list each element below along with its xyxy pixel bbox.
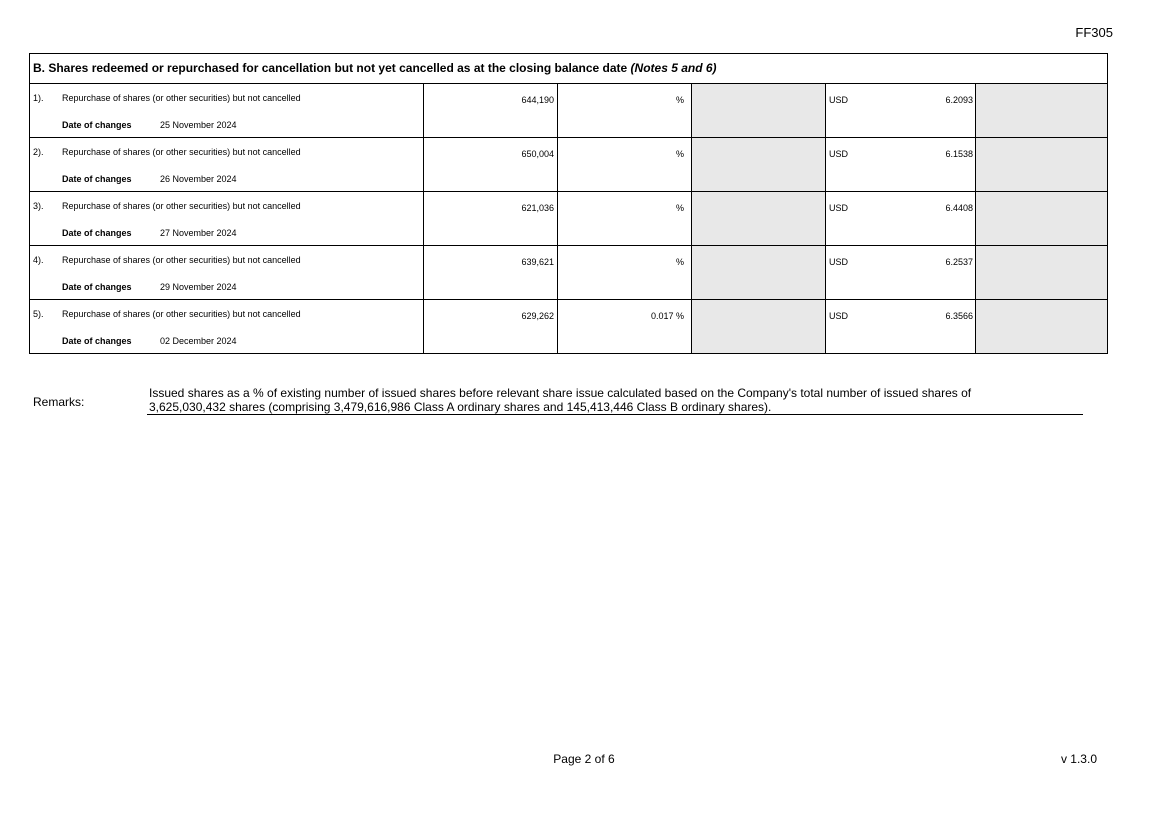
percent-value: % (675, 203, 684, 213)
currency: USD (829, 257, 849, 267)
shaded-cell (975, 300, 1107, 353)
page-number: Page 2 of 6 (553, 752, 615, 766)
table-row (30, 246, 1107, 300)
table-row (30, 138, 1107, 192)
date-value: 29 November 2024 (160, 282, 237, 292)
shaded-cell (975, 84, 1107, 137)
section-title-text: B. Shares redeemed or repurchased for cancellation but not yet cancelled as at the closing balance date (33, 61, 628, 75)
currency: USD (829, 311, 849, 321)
shares-value: 621,036 (521, 203, 554, 213)
remarks-text (147, 386, 1083, 415)
shaded-cell (975, 192, 1107, 245)
date-value: 25 November 2024 (160, 120, 237, 130)
row-index: 3). (33, 201, 44, 211)
section-title (30, 54, 1107, 84)
row-index: 2). (33, 147, 44, 157)
date-value: 26 November 2024 (160, 174, 237, 184)
row-index: 1). (33, 93, 44, 103)
currency: USD (829, 149, 849, 159)
currency: USD (829, 203, 849, 213)
date-value: 02 December 2024 (160, 336, 237, 346)
date-label: Date of changes (62, 120, 132, 130)
shares-cell (423, 84, 557, 137)
version-label: v 1.3.0 (1060, 752, 1097, 766)
percent-cell (557, 84, 691, 137)
percent-cell (557, 138, 691, 191)
percent-value: % (675, 95, 684, 105)
percent-cell (557, 300, 691, 353)
form-code: FF305 (1075, 25, 1113, 40)
row-description: Repurchase of shares (or other securities) but not cancelled (62, 201, 301, 211)
remarks-line-1: Issued shares as a % of existing number of issued shares before relevant share issue calculated based on the Company's total number of issued shares of (149, 386, 972, 400)
shaded-cell (975, 138, 1107, 191)
price-value: 6.2093 (945, 95, 973, 105)
date-label: Date of changes (62, 282, 132, 292)
shaded-cell (691, 138, 825, 191)
percent-value: 0.017 % (650, 311, 684, 321)
percent-cell (557, 192, 691, 245)
shares-cell (423, 192, 557, 245)
table-row (30, 84, 1107, 138)
percent-value: % (675, 257, 684, 267)
price-value: 6.4408 (945, 203, 973, 213)
description-cell (30, 84, 423, 137)
description-cell (30, 300, 423, 353)
shares-value: 629,262 (521, 311, 554, 321)
currency: USD (829, 95, 849, 105)
shaded-cell (975, 246, 1107, 299)
price-value: 6.1538 (945, 149, 973, 159)
price-cell (825, 138, 975, 191)
shares-value: 650,004 (521, 149, 554, 159)
row-description: Repurchase of shares (or other securities) but not cancelled (62, 93, 301, 103)
shaded-cell (691, 84, 825, 137)
table-row (30, 192, 1107, 246)
shares-cell (423, 300, 557, 353)
price-value: 6.3566 (945, 311, 973, 321)
shares-value: 644,190 (521, 95, 554, 105)
row-index: 4). (33, 255, 44, 265)
shaded-cell (691, 192, 825, 245)
description-cell (30, 138, 423, 191)
shares-cell (423, 246, 557, 299)
date-label: Date of changes (62, 336, 132, 346)
price-cell (825, 192, 975, 245)
remarks-line-2: 3,625,030,432 shares (comprising 3,479,616,986 Class A ordinary shares and 145,413,446 Class B ordinary shares). (149, 400, 772, 414)
row-description: Repurchase of shares (or other securities) but not cancelled (62, 255, 301, 265)
date-value: 27 November 2024 (160, 228, 237, 238)
price-value: 6.2537 (945, 257, 973, 267)
repurchase-section (29, 53, 1108, 354)
section-title-note: (Notes 5 and 6) (630, 61, 717, 75)
table-row (30, 300, 1107, 353)
shares-value: 639,621 (521, 257, 554, 267)
row-description: Repurchase of shares (or other securities) but not cancelled (62, 147, 301, 157)
price-cell (825, 246, 975, 299)
row-description: Repurchase of shares (or other securities) but not cancelled (62, 309, 301, 319)
row-index: 5). (33, 309, 44, 319)
shares-cell (423, 138, 557, 191)
price-cell (825, 84, 975, 137)
percent-value: % (675, 149, 684, 159)
price-cell (825, 300, 975, 353)
remarks-label: Remarks: (33, 395, 85, 409)
shaded-cell (691, 300, 825, 353)
date-label: Date of changes (62, 228, 132, 238)
description-cell (30, 246, 423, 299)
description-cell (30, 192, 423, 245)
percent-cell (557, 246, 691, 299)
shaded-cell (691, 246, 825, 299)
date-label: Date of changes (62, 174, 132, 184)
